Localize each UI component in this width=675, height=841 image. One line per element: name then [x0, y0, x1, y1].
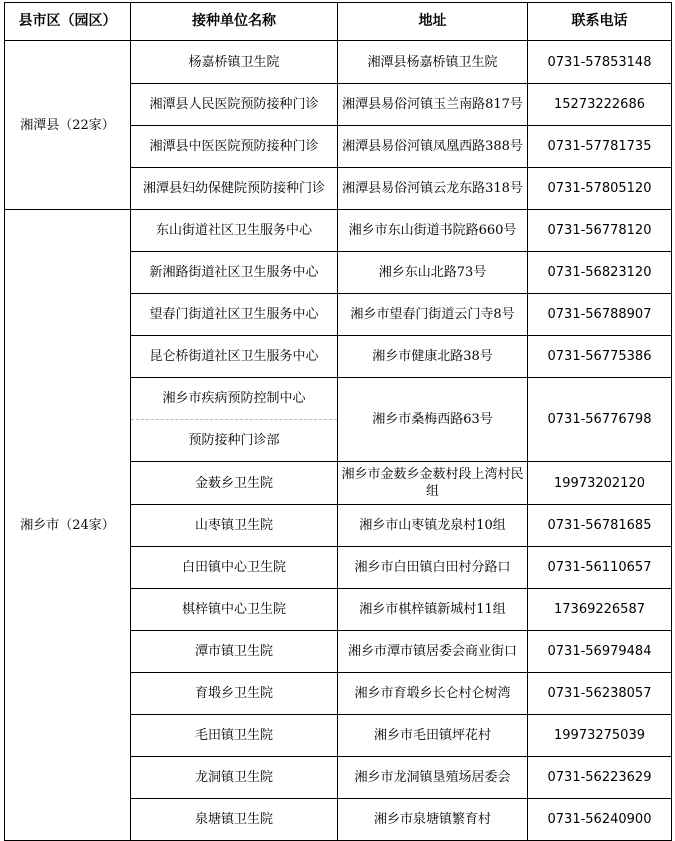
unit-phone: 0731-56240900 — [528, 799, 672, 841]
unit-address: 湘乡东山北路73号 — [338, 252, 528, 294]
unit-phone: 15273222686 — [528, 84, 672, 126]
unit-phone: 0731-57805120 — [528, 168, 672, 210]
unit-address: 湘乡市金薮乡金薮村段上湾村民组 — [338, 462, 528, 505]
header-unit-name: 接种单位名称 — [131, 3, 338, 41]
unit-name: 山枣镇卫生院 — [131, 505, 338, 547]
unit-name: 白田镇中心卫生院 — [131, 547, 338, 589]
unit-phone: 19973202120 — [528, 462, 672, 505]
unit-address: 湘潭县杨嘉桥镇卫生院 — [338, 41, 528, 84]
unit-name: 东山街道社区卫生服务中心 — [131, 210, 338, 252]
unit-phone: 0731-56778120 — [528, 210, 672, 252]
table-row — [5, 41, 672, 84]
unit-name: 泉塘镇卫生院 — [131, 799, 338, 841]
unit-name: 杨嘉桥镇卫生院 — [131, 41, 338, 84]
unit-address: 湘乡市望春门街道云门寺8号 — [338, 294, 528, 336]
unit-name: 毛田镇卫生院 — [131, 715, 338, 757]
unit-address: 湘乡市泉塘镇繁育村 — [338, 799, 528, 841]
unit-name: 金薮乡卫生院 — [131, 462, 338, 505]
unit-address: 湘乡市棋梓镇新城村11组 — [338, 589, 528, 631]
unit-name: 昆仑桥街道社区卫生服务中心 — [131, 336, 338, 378]
unit-phone: 17369226587 — [528, 589, 672, 631]
district-xiangxiang-city: 湘乡市（24家） — [5, 210, 131, 841]
district-xiangtan-county: 湘潭县（22家） — [5, 41, 131, 210]
unit-name: 育塅乡卫生院 — [131, 673, 338, 715]
unit-address: 湘乡市健康北路38号 — [338, 336, 528, 378]
unit-address: 湘乡市山枣镇龙泉村10组 — [338, 505, 528, 547]
unit-phone: 0731-56776798 — [528, 378, 672, 462]
header-district: 县市区（园区） — [5, 3, 131, 41]
unit-name: 潭市镇卫生院 — [131, 631, 338, 673]
unit-name: 湘潭县妇幼保健院预防接种门诊 — [131, 168, 338, 210]
unit-address: 湘乡市白田镇白田村分路口 — [338, 547, 528, 589]
unit-phone: 0731-56223629 — [528, 757, 672, 799]
unit-name-split — [131, 378, 338, 462]
unit-name: 新湘路街道社区卫生服务中心 — [131, 252, 338, 294]
unit-name-secondary: 预防接种门诊部 — [188, 433, 280, 448]
unit-phone: 0731-56781685 — [528, 505, 672, 547]
unit-address: 湘乡市育塅乡长仑村仑树湾 — [338, 673, 528, 715]
unit-phone: 19973275039 — [528, 715, 672, 757]
header-address: 地址 — [338, 3, 528, 41]
unit-address: 湘乡市潭市镇居委会商业街口 — [338, 631, 528, 673]
unit-phone: 0731-56823120 — [528, 252, 672, 294]
unit-address: 湘乡市毛田镇坪花村 — [338, 715, 528, 757]
unit-phone: 0731-56775386 — [528, 336, 672, 378]
unit-name: 湘乡市疾病预防控制中心 — [131, 378, 337, 420]
unit-address: 湘乡市东山街道书院路660号 — [338, 210, 528, 252]
vaccination-sites-table — [4, 2, 672, 841]
header-row — [5, 3, 672, 41]
header-phone: 联系电话 — [528, 3, 672, 41]
unit-phone: 0731-57853148 — [528, 41, 672, 84]
unit-address: 湘乡市龙洞镇垦殖场居委会 — [338, 757, 528, 799]
unit-address: 湘潭县易俗河镇云龙东路318号 — [338, 168, 528, 210]
unit-name: 龙洞镇卫生院 — [131, 757, 338, 799]
unit-address: 湘潭县易俗河镇玉兰南路817号 — [338, 84, 528, 126]
unit-name: 望春门街道社区卫生服务中心 — [131, 294, 338, 336]
table-row — [5, 210, 672, 252]
unit-phone: 0731-56788907 — [528, 294, 672, 336]
unit-name: 湘潭县人民医院预防接种门诊 — [131, 84, 338, 126]
unit-name: 湘潭县中医医院预防接种门诊 — [131, 126, 338, 168]
unit-phone: 0731-56979484 — [528, 631, 672, 673]
unit-address: 湘潭县易俗河镇凤凰西路388号 — [338, 126, 528, 168]
unit-address: 湘乡市桑梅西路63号 — [338, 378, 528, 462]
unit-phone: 0731-56110657 — [528, 547, 672, 589]
unit-name: 棋梓镇中心卫生院 — [131, 589, 338, 631]
unit-phone: 0731-56238057 — [528, 673, 672, 715]
unit-phone: 0731-57781735 — [528, 126, 672, 168]
